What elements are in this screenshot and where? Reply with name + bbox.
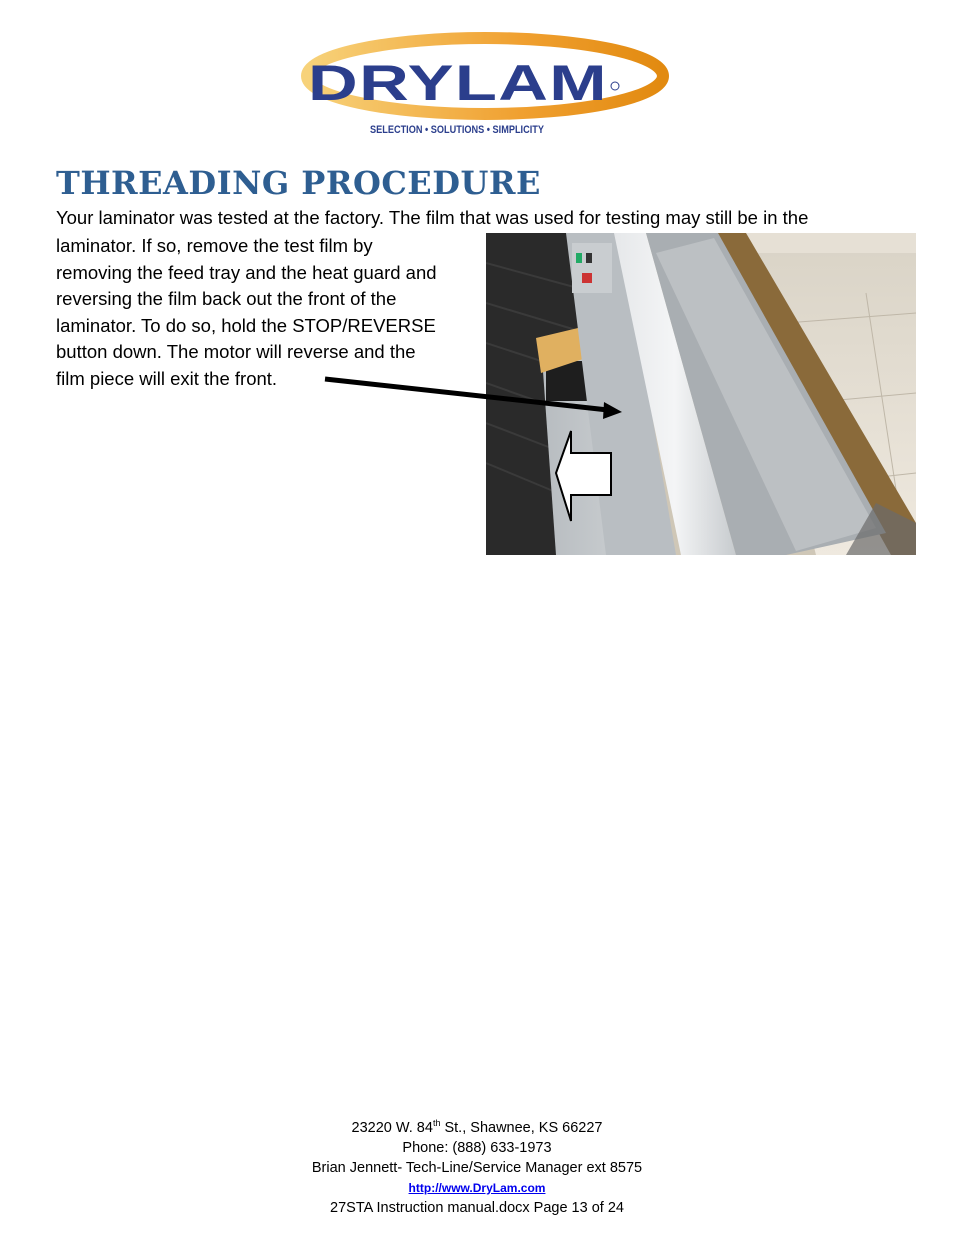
body-line: button down. The motor will reverse and the: [56, 341, 416, 362]
body-line: laminator. To do so, hold the STOP/REVERSE: [56, 314, 436, 336]
footer-phone: Phone: (888) 633-1973: [402, 1139, 552, 1156]
footer-page-info: 27STA Instruction manual.docx Page 13 of 24: [330, 1199, 624, 1216]
body-line: film piece will exit the front.: [56, 367, 278, 389]
section-title: THREADING PROCEDURE: [56, 164, 541, 202]
footer-contact: Brian Jennett- Tech-Line/Service Manager ext 8575: [311, 1159, 643, 1176]
body-line: reversing the film back out the front of the: [56, 288, 397, 309]
body-line: removing the feed tray and the heat guard and: [56, 261, 437, 283]
body-paragraph: [56, 233, 476, 392]
logo-wordmark: DRYLAM: [308, 55, 608, 111]
logo-tagline: SELECTION • SOLUTIONS • SIMPLICITY: [370, 124, 545, 136]
footer-address: 23220 W. 84th St., Shawnee, KS 66227: [351, 1118, 603, 1136]
page-footer: [0, 1113, 954, 1218]
laminator-photo: [486, 233, 916, 555]
drylam-logo: [300, 30, 670, 140]
intro-text: Your laminator was tested at the factory. The film that was used for testing may still be in the: [56, 207, 809, 228]
website-link[interactable]: http://www.DryLam.com: [408, 1180, 546, 1195]
body-line: laminator. If so, remove the test film by: [56, 235, 373, 256]
